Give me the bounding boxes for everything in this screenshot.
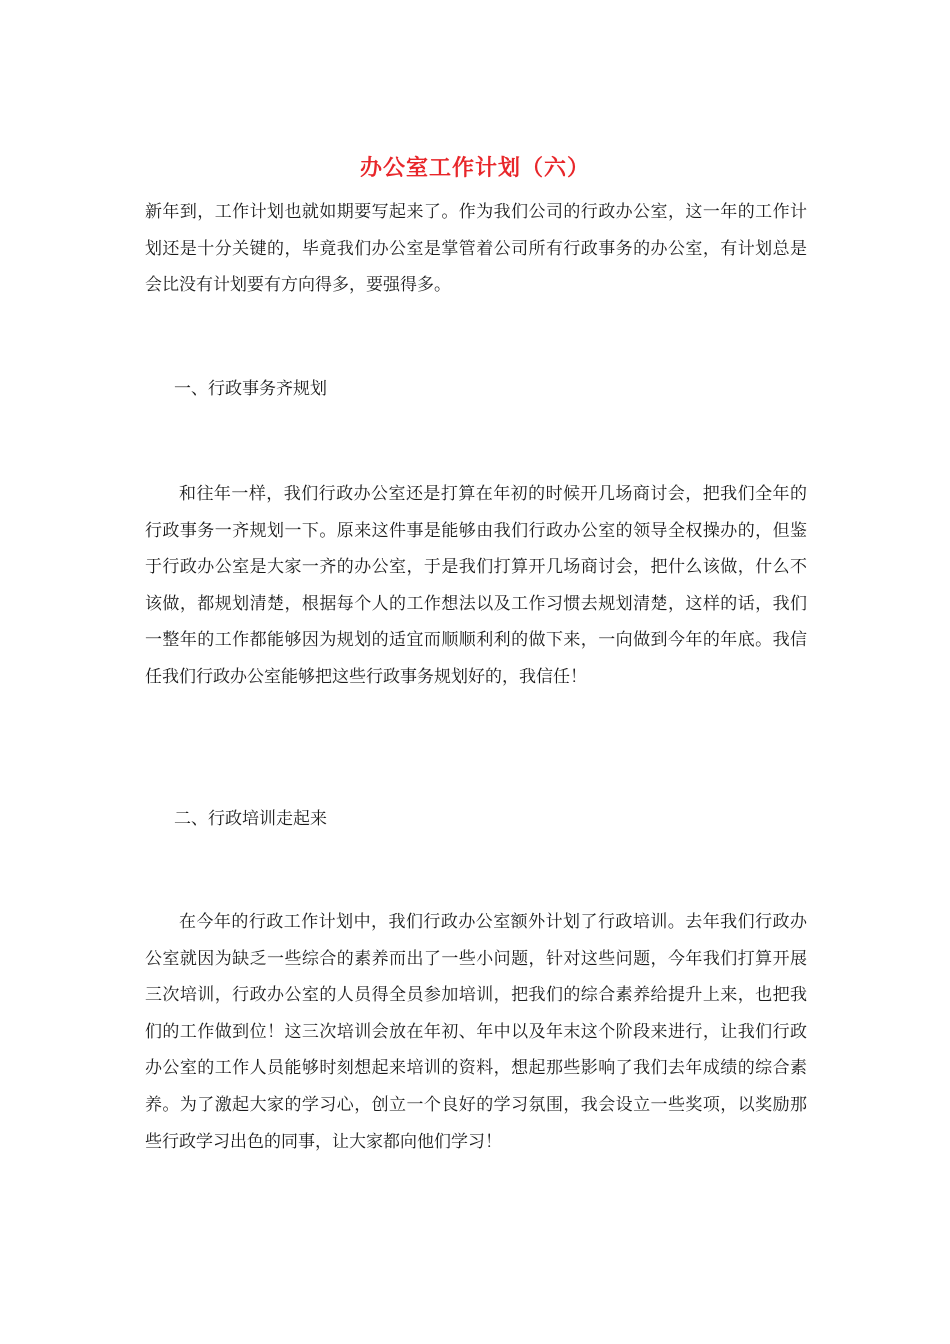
intro-paragraph: 新年到，工作计划也就如期要写起来了。作为我们公司的行政办公室，这一年的工作计划还是十分关键的，毕竟我们办公室是掌管着公司所有行政事务的办公室，有计划总是会比没有计划要有方向得多，要强得多。 [145, 202, 807, 296]
section-body-2: 在今年的行政工作计划中，我们行政办公室额外计划了行政培训。去年我们行政办公室就因为缺乏一些综合的素养而出了一些小问题，针对这些问题，今年我们打算开展三次培训，行政办公室的人员得全员参加培训，把我们的综合素养给提升上来，也把我们的工作做到位！这三次培训会放在年初、年中以及年末这个阶段来进行，让我们行政办公室的工作人员能够时刻想起来培训的资料，想起那些影响了我们去年成绩的综合素养。为了激起大家的学习心，创立一个良好的学习氛围，我会设立一些奖项，以奖励那些行政学习出色的同事，让大家都向他们学习！ [145, 912, 807, 1152]
document-title: 办公室工作计划（六） [359, 155, 590, 181]
section-body-1: 和往年一样，我们行政办公室还是打算在年初的时候开几场商讨会，把我们全年的行政事务一齐规划一下。原来这件事是能够由我们行政办公室的领导全权操办的，但鉴于行政办公室是大家一齐的办公室，于是我们打算开几场商讨会，把什么该做，什么不该做，都规划清楚，根据每个人的工作想法以及工作习惯去规划清楚，这样的话，我们一整年的工作都能够因为规划的适宜而顺顺利利的做下来，一向做到今年的年底。我信任我们行政办公室能够把这些行政事务规划好的，我信任！ [145, 484, 807, 687]
section-heading-1: 一、行政事务齐规划 [174, 379, 327, 399]
section-heading-2: 二、行政培训走起来 [174, 809, 327, 829]
